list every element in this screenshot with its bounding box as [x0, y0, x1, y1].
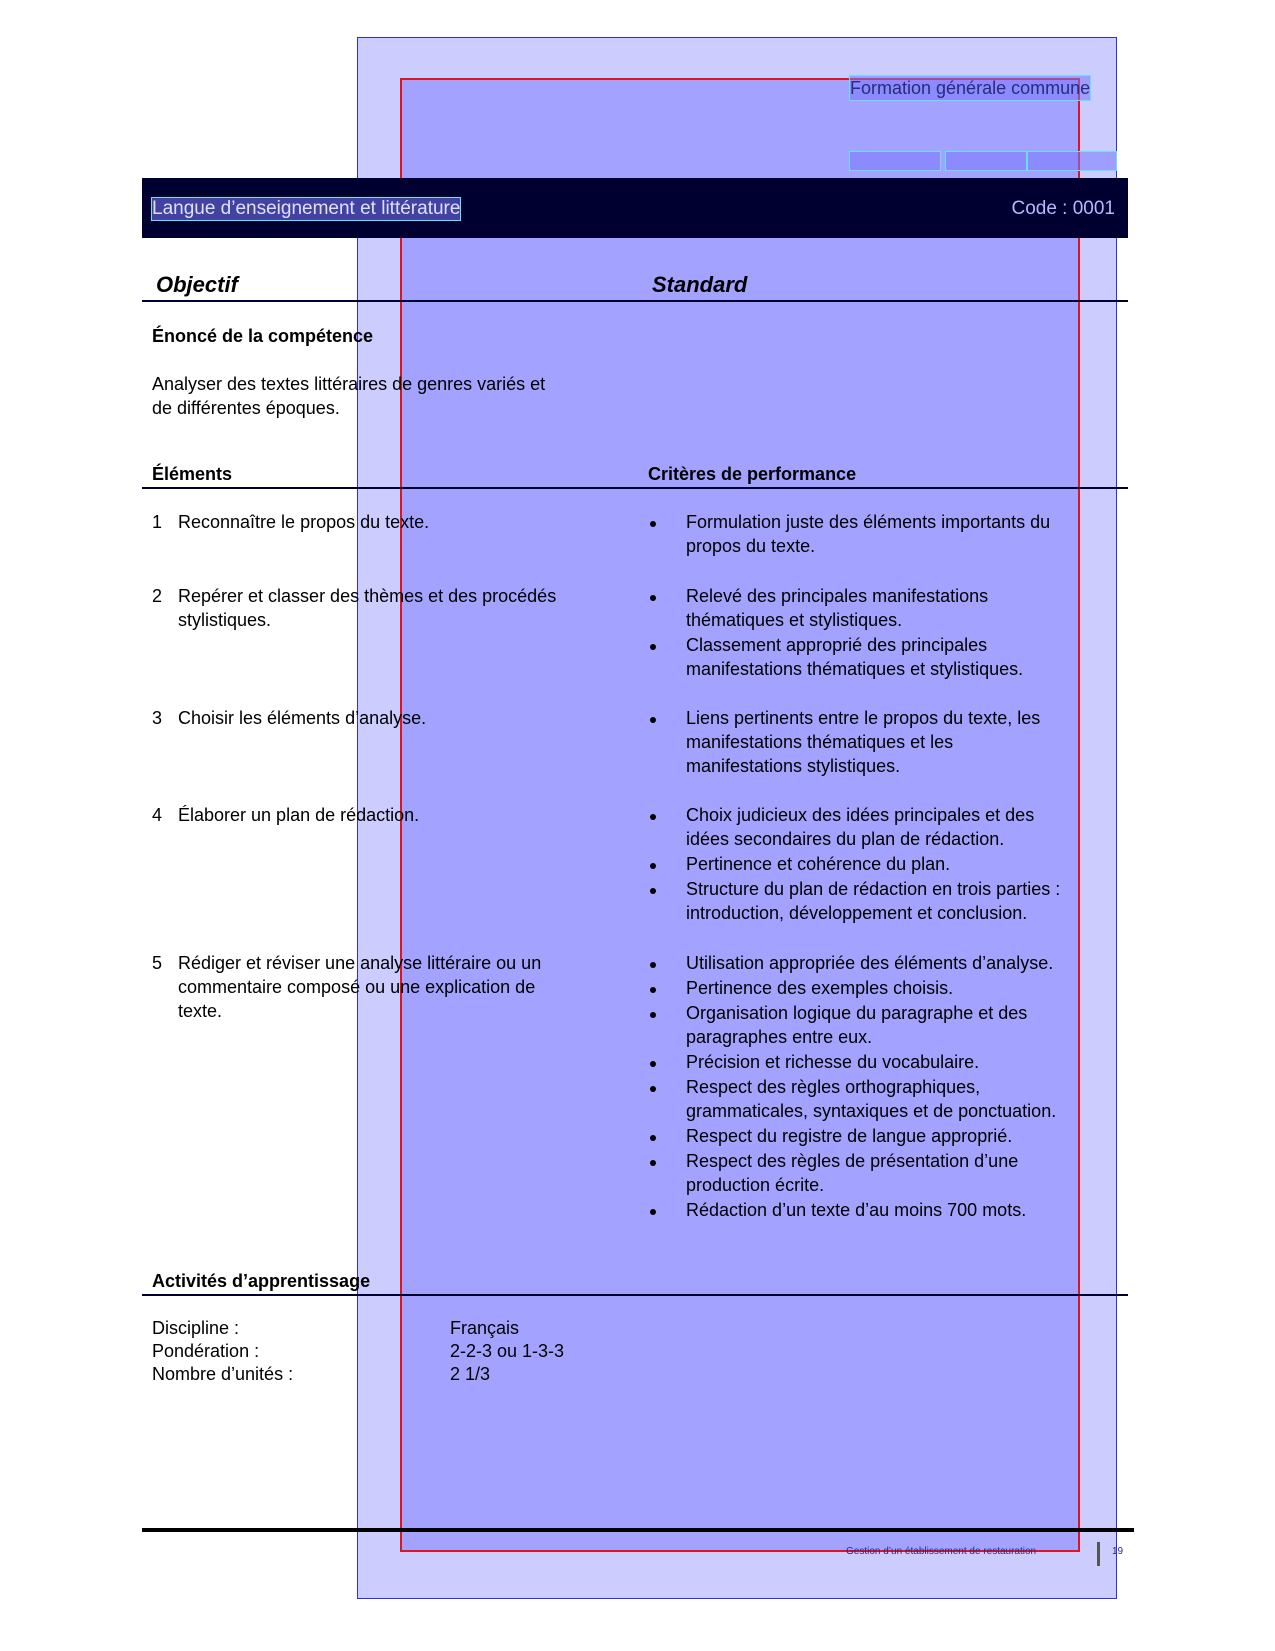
criterion-15-line-1: Rédaction d’un texte d’au moins 700 mots. [686, 1200, 1027, 1220]
criterion-14-line-2: production écrite. [686, 1175, 825, 1195]
element-4-line-1: Élaborer un plan de rédaction. [178, 805, 420, 825]
criterion-1-line-2: propos du texte. [686, 536, 816, 556]
criteria-bullet [650, 1012, 656, 1018]
header-block-2 [946, 152, 1026, 170]
criteria-bullet [650, 1209, 656, 1215]
footer-rule [142, 1528, 1134, 1532]
rule-activities [142, 1294, 1128, 1296]
ponderation-label: Pondération : [152, 1341, 260, 1361]
criteria-bullet [650, 1061, 656, 1067]
element-5-line-2: commentaire composé ou une explication de [178, 977, 536, 997]
criterion-9-line-1: Pertinence des exemples choisis. [686, 978, 954, 998]
header-block-1 [850, 152, 940, 170]
element-5-line-1: Rédiger et réviser une analyse littéraire ou un [178, 953, 542, 973]
criterion-10-line-1: Organisation logique du paragraphe et des [686, 1003, 1028, 1023]
rule-elements [142, 487, 1128, 489]
criteria-bullet [650, 595, 656, 601]
element-3-line-1: Choisir les éléments d’analyse. [178, 708, 427, 728]
criteria-bullet [650, 521, 656, 527]
program-label: Formation générale commune [850, 78, 1091, 98]
ponderation-value: 2-2-3 ou 1-3-3 [450, 1341, 565, 1361]
criteria-bullet [650, 888, 656, 894]
competence-title: Énoncé de la compétence [152, 326, 374, 346]
objectif-header: Objectif [156, 272, 238, 297]
rule-objectif [142, 300, 1128, 302]
criterion-2-line-1: Relevé des principales manifestations [686, 586, 989, 606]
criterion-5-line-1: Choix judicieux des idées principales et des [686, 805, 1035, 825]
criterion-11-line-1: Précision et richesse du vocabulaire. [686, 1052, 980, 1072]
criterion-4-line-1: Liens pertinents entre le propos du texte, les [686, 708, 1041, 728]
element-3-num: 3 [152, 708, 163, 728]
discipline-label: Discipline : [152, 1318, 240, 1338]
course-code: Code : 0001 [1011, 198, 1115, 219]
criteria-bullet [650, 644, 656, 650]
criterion-7-line-2: introduction, développement et conclusion. [686, 903, 1028, 923]
element-5-line-3: texte. [178, 1001, 223, 1021]
element-1-num: 1 [152, 512, 163, 532]
criteria-bullet [650, 987, 656, 993]
criteria-bullet [650, 1160, 656, 1166]
activities-title: Activités d’apprentissage [152, 1271, 371, 1291]
elements-header: Éléments [152, 464, 233, 484]
competence-line-1: Analyser des textes littéraires de genres variés et [152, 374, 546, 394]
criterion-5-line-2: idées secondaires du plan de rédaction. [686, 829, 1005, 849]
criteria-bullet [650, 962, 656, 968]
criterion-3-line-1: Classement approprié des principales [686, 635, 988, 655]
element-2-num: 2 [152, 586, 163, 606]
criterion-6-line-1: Pertinence et cohérence du plan. [686, 854, 951, 874]
element-5-num: 5 [152, 953, 163, 973]
criteria-bullet [650, 814, 656, 820]
criterion-12-line-1: Respect des règles orthographiques, [686, 1077, 981, 1097]
criterion-2-line-2: thématiques et stylistiques. [686, 610, 903, 630]
competence-line-2: de différentes époques. [152, 398, 340, 418]
criterion-4-line-3: manifestations stylistiques. [686, 756, 901, 776]
header-block-3 [1028, 152, 1116, 170]
criterion-10-line-2: paragraphes entre eux. [686, 1027, 873, 1047]
criterion-3-line-2: manifestations thématiques et stylistiques. [686, 659, 1024, 679]
standard-header: Standard [652, 272, 748, 297]
footer-separator [1097, 1542, 1100, 1566]
criteria-bullet [650, 717, 656, 723]
criterion-8-line-1: Utilisation appropriée des éléments d’analyse. [686, 953, 1054, 973]
criterion-1-line-1: Formulation juste des éléments importants du [686, 512, 1051, 532]
units-value: 2 1/3 [450, 1364, 491, 1384]
criterion-14-line-1: Respect des règles de présentation d’une [686, 1151, 1019, 1171]
criteria-bullet [650, 1135, 656, 1141]
footer-program: Gestion d’un établissement de restauration [846, 1546, 1037, 1557]
course-title: Langue d’enseignement et littérature [152, 198, 461, 219]
element-2-line-2: stylistiques. [178, 610, 272, 630]
element-2-line-1: Repérer et classer des thèmes et des procédés [178, 586, 557, 606]
element-4-num: 4 [152, 805, 163, 825]
discipline-value: Français [450, 1318, 520, 1338]
element-1-line-1: Reconnaître le propos du texte. [178, 512, 430, 532]
criterion-13-line-1: Respect du registre de langue approprié. [686, 1126, 1013, 1146]
criterion-7-line-1: Structure du plan de rédaction en trois parties : [686, 879, 1061, 899]
criterion-4-line-2: manifestations thématiques et les [686, 732, 954, 752]
criteria-bullet [650, 863, 656, 869]
units-label: Nombre d’unités : [152, 1364, 294, 1384]
criterion-12-line-2: grammaticales, syntaxiques et de ponctuation. [686, 1101, 1057, 1121]
criteria-header: Critères de performance [648, 464, 857, 484]
page-number: 19 [1112, 1546, 1124, 1557]
criteria-bullet [650, 1086, 656, 1092]
